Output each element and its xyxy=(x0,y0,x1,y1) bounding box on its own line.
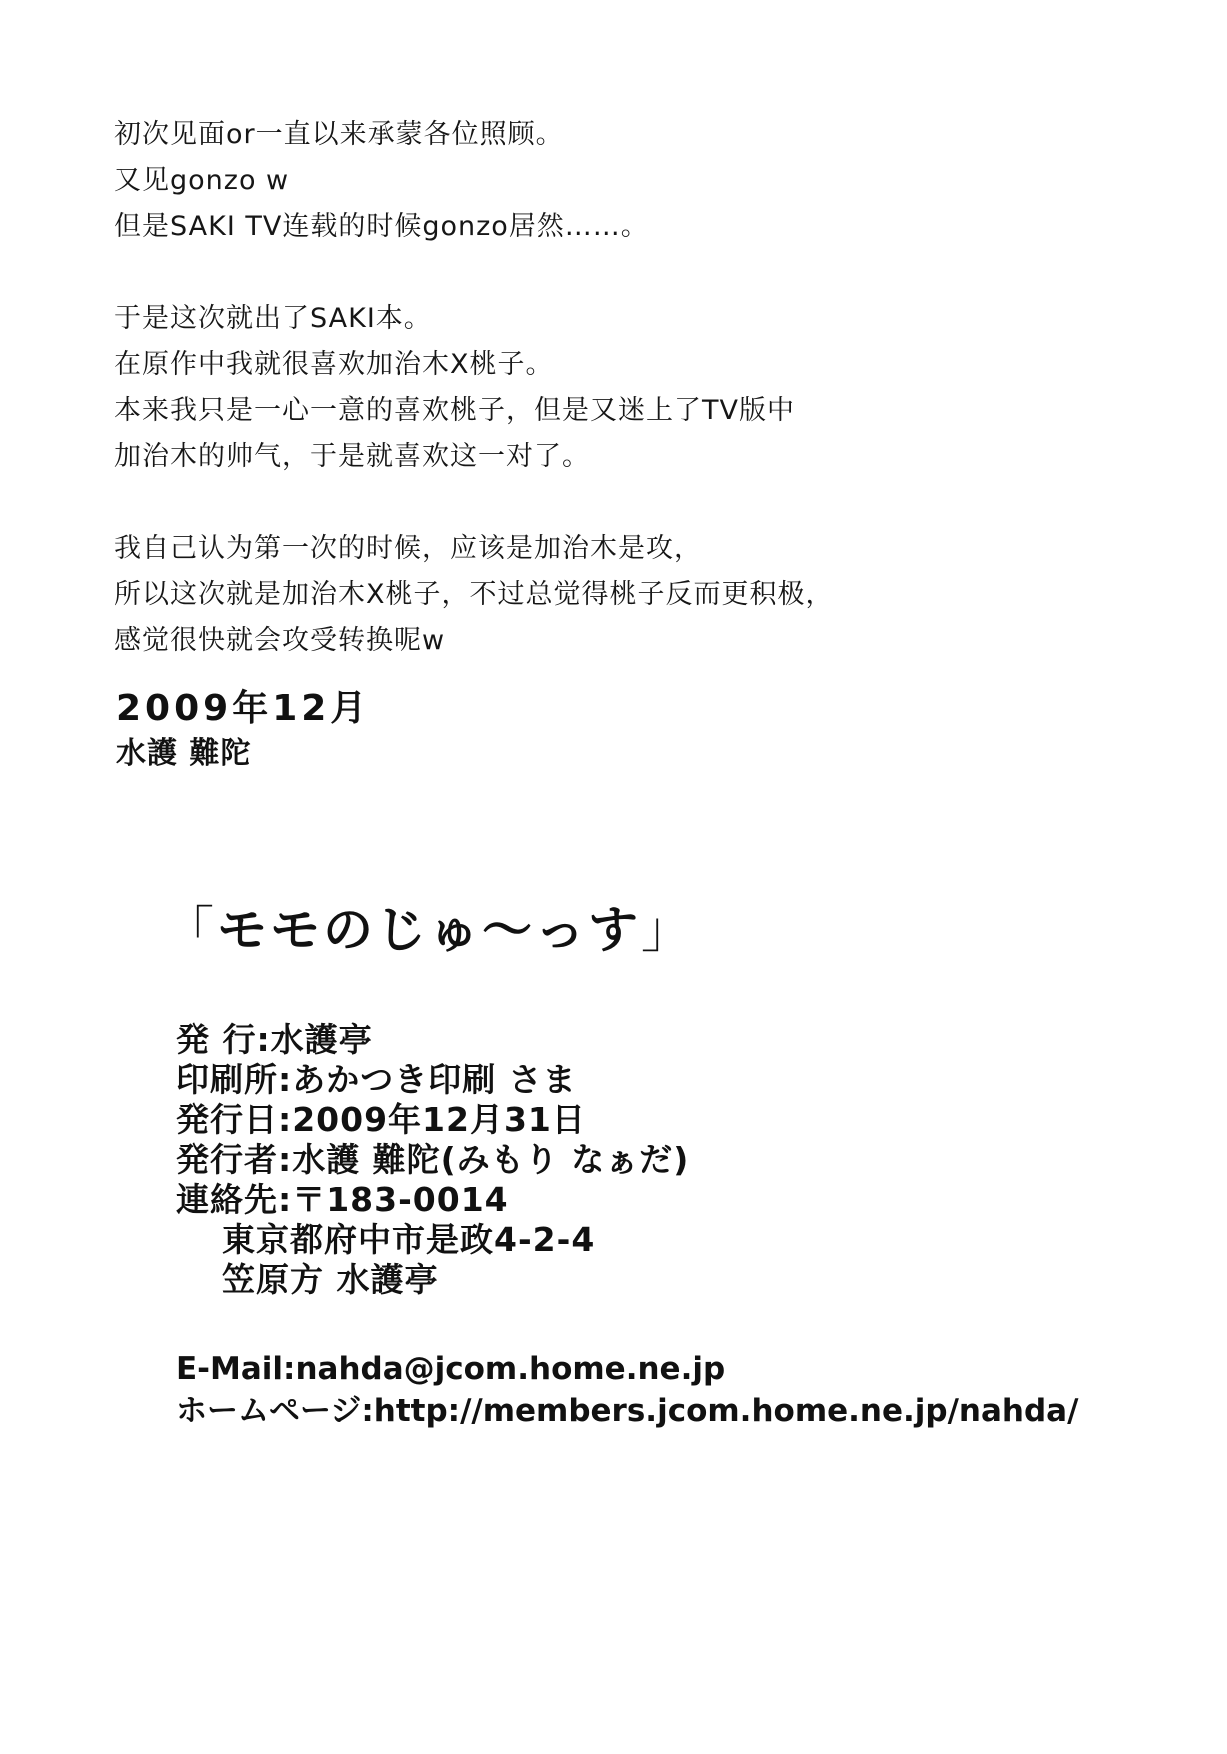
title-close-bracket: 」 xyxy=(641,901,694,959)
afterword-paragraph-1 xyxy=(114,112,1014,250)
contact-email: E-Mail:nahda@jcom.home.ne.jp xyxy=(176,1351,726,1387)
colophon-issue-date: 発行日:2009年12月31日 xyxy=(176,1100,586,1139)
colophon-contact-name: 笠原方 水護亭 xyxy=(222,1260,439,1299)
afterword-text xyxy=(114,112,1014,710)
afterword-line: 在原作中我就很喜欢加治木X桃子。 xyxy=(114,349,554,380)
afterword-line: 初次见面or一直以来承蒙各位照顾。 xyxy=(114,119,564,150)
afterword-paragraph-2 xyxy=(114,296,1014,480)
afterword-line: 加治木的帅气，于是就喜欢这一对了。 xyxy=(114,441,590,472)
afterword-line: 我自己认为第一次的时候，应该是加治木是攻， xyxy=(114,533,702,564)
afterword-line: 所以这次就是加治木X桃子，不过总觉得桃子反而更积极， xyxy=(114,579,834,610)
colophon-contact-address: 東京都府中市是政4-2-4 xyxy=(222,1220,596,1259)
signoff xyxy=(116,686,370,776)
afterword-line: 本来我只是一心一意的喜欢桃子，但是又迷上了TV版中 xyxy=(114,395,795,426)
colophon-issuer: 発行者:水護 難陀(みもり なぁだ) xyxy=(176,1140,690,1179)
colophon-contact-postal: 連絡先:〒183-0014 xyxy=(176,1180,509,1219)
afterword-line: 感觉很快就会攻受转换呢w xyxy=(114,625,446,656)
afterword-line: 但是SAKI TV连载的时候gonzo居然……。 xyxy=(114,211,649,242)
afterword-line: 于是这次就出了SAKI本。 xyxy=(114,303,432,334)
afterword-paragraph-3 xyxy=(114,526,1014,664)
colophon xyxy=(176,1020,1176,1300)
afterword-line: 又见gonzo w xyxy=(114,165,290,196)
title-open-bracket: 「 xyxy=(164,901,217,959)
book-title xyxy=(164,900,694,960)
contact-homepage: ホームページ:http://members.jcom.home.ne.jp/nahda/ xyxy=(176,1393,1079,1429)
colophon-printer: 印刷所:あかつき印刷 さま xyxy=(176,1060,577,1099)
title-text: モモのじゅ～っす xyxy=(217,901,641,959)
signoff-author: 水護 難陀 xyxy=(116,736,252,771)
contact-block xyxy=(176,1348,1216,1432)
signoff-date: 2009年12月 xyxy=(116,688,371,729)
colophon-publisher: 発 行:水護亭 xyxy=(176,1020,373,1059)
